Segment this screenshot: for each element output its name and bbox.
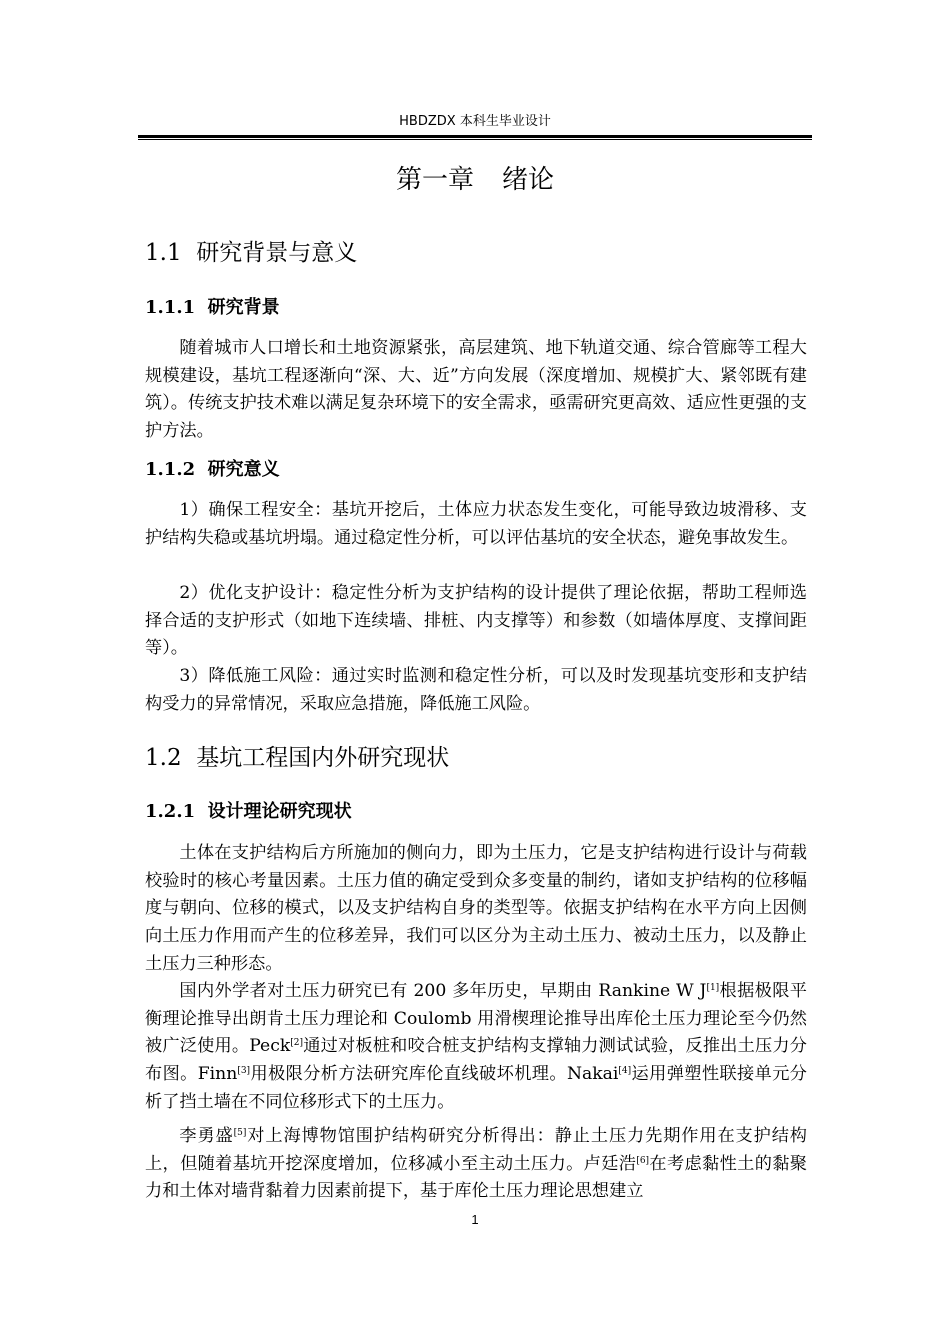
chapter-number: 第一章 <box>395 165 474 195</box>
section-title: 设计理论研究现状 <box>207 801 352 822</box>
page-header: HBDZDX 本科生毕业设计 <box>399 114 551 129</box>
section-title: 基坑工程国内外研究现状 <box>196 745 450 771</box>
page-number: 1 <box>471 1212 479 1227</box>
section-1-2-1-heading <box>145 798 352 826</box>
section-number: 1.1.2 <box>145 459 196 480</box>
paragraph: 1）确保工程安全：基坑开挖后，土体应力状态发生变化，可能导致边坡滑移、支护结构失稳或基坑坍塌。通过稳定性分析，可以评估基坑的安全状态，避免事故发生。 <box>145 500 807 548</box>
citation-ref: [4] <box>618 1066 632 1077</box>
section-1-2-heading <box>145 741 449 775</box>
section-number: 1.2.1 <box>145 801 196 822</box>
section-number: 1.1 <box>145 240 182 266</box>
section-title: 研究背景 <box>207 297 280 318</box>
chapter-title <box>0 160 950 200</box>
text-run: 李勇盛 <box>179 1126 234 1146</box>
header-rule-thin <box>138 139 812 140</box>
paragraph: 2）优化支护设计：稳定性分析为支护结构的设计提供了理论依据，帮助工程师选择合适的支护形式（如地下连续墙、排桩、内支撑等）和参数（如墙体厚度、支撑间距等）。 <box>145 583 807 659</box>
citation-ref: [2] <box>290 1038 304 1049</box>
section-title: 研究背景与意义 <box>196 240 358 266</box>
text-run: 在考虑黏性土的黏聚力和土体对墙背黏着力因素前提下，基于库伦土压力理论思想建立 <box>145 1153 807 1202</box>
citation-ref: [5] <box>233 1128 247 1138</box>
citation-ref: [3] <box>237 1066 251 1077</box>
paragraph-with-citations <box>145 1123 807 1206</box>
chapter-name: 绪论 <box>502 165 555 195</box>
text-run: 运用弹塑性联接单元分析了挡土墙在不同位移形式下的土压力。 <box>145 1064 807 1112</box>
section-1-1-1-heading <box>145 294 280 322</box>
section-1-1-2-heading <box>145 456 280 484</box>
paragraph: 土体在支护结构后方所施加的侧向力，即为土压力，它是支护结构进行设计与荷载校验时的核心考量因素。土压力值的确定受到众多变量的制约，诸如支护结构的位移幅度与朝向、位移的模式，以及支护结构自身的类型等。依据支护结构在水平方向上因侧向土压力作用而产生的位移差异，我们可以区分为主动土压力、被动土压力，以及静止土压力三种形态。 <box>145 843 807 974</box>
paragraph-with-citations <box>145 978 807 1117</box>
citation-ref: [1] <box>706 983 720 993</box>
header-rule-thick <box>138 135 812 138</box>
paragraph: 随着城市人口增长和土地资源紧张，高层建筑、地下轨道交通、综合管廊等工程大规模建设，基坑工程逐渐向“深、大、近”方向发展（深度增加、规模扩大、紧邻既有建筑）。传统支护技术难以满足复杂环境下的安全需求，亟需研究更高效、适应性更强的支护方法。 <box>145 338 807 442</box>
section-number: 1.1.1 <box>145 297 196 318</box>
paragraph: 3）降低施工风险：通过实时监测和稳定性分析，可以及时发现基坑变形和支护结构受力的异常情况，采取应急措施，降低施工风险。 <box>145 666 807 714</box>
section-title: 研究意义 <box>207 459 280 480</box>
text-run: 通过对板桩和咬合桩支护结构支撑轴力测试试验，反推出土压力分布图。Finn <box>145 1036 807 1085</box>
text-run: 对上海博物馆围护结构研究分析得出：静止土压力先期作用在支护结构上，但随着基坑开挖深度增加，位移减小至主动土压力。卢廷浩 <box>145 1126 807 1174</box>
text-run: 用极限分析方法研究库伦直线破坏机理。Nakai <box>250 1064 619 1085</box>
citation-ref: [6] <box>636 1155 650 1166</box>
section-1-1-heading <box>145 236 357 270</box>
section-number: 1.2 <box>145 745 182 771</box>
text-run: 根据极限平衡理论推导出朗肯土压力理论和 Coulomb 用滑楔理论推导出库伦土压力理论至今仍然被广泛使用。Peck <box>145 981 807 1057</box>
text-run: 国内外学者对土压力研究已有 200 多年历史，早期由 Rankine W J <box>179 981 707 1001</box>
